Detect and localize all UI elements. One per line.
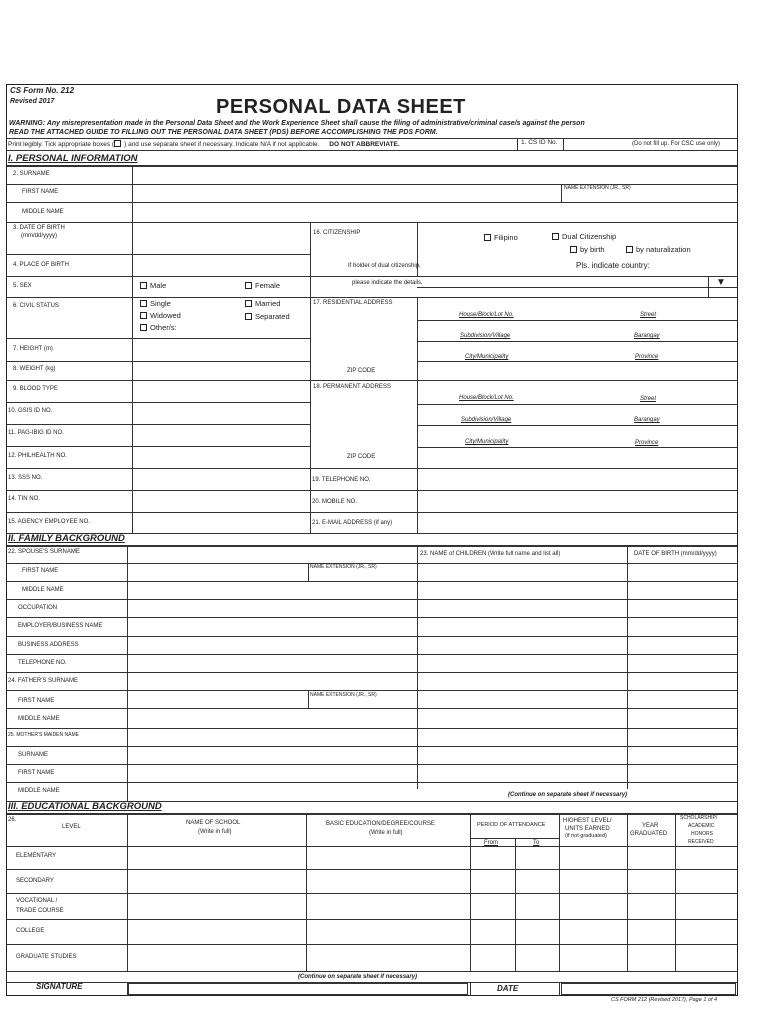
citizenship-dual[interactable] [552,233,616,241]
school-header: NAME OF SCHOOL [186,820,241,826]
place-of-birth-label: 4. PLACE OF BIRTH [13,262,69,268]
surname-label: 2. SURNAME [13,171,50,177]
section-family-background: II. FAMILY BACKGROUND [8,533,125,544]
civil-single[interactable] [140,300,171,308]
divider [7,202,737,203]
section-personal-information: I. PERSONAL INFORMATION [8,153,138,164]
checkbox-icon[interactable] [245,300,252,307]
civil-married[interactable] [245,300,280,308]
father-surname-label: 24. FATHER'S SURNAME [8,678,79,684]
dual-note-a: If holder of dual citizenship, [348,263,421,269]
res-barangay: Barangay [634,333,660,339]
mobile-label: 20. MOBILE NO. [312,499,358,505]
perm-barangay: Barangay [634,417,660,423]
divider [563,138,564,150]
from-header: From [484,840,498,846]
divider [7,581,737,582]
spouse-surname-label: 22. SPOUSE'S SURNAME [8,549,80,555]
divider [417,361,737,362]
divider [7,490,737,491]
level-college: COLLEGE [16,928,45,934]
divider [7,636,737,637]
checkbox-icon[interactable] [245,282,252,289]
perm-province: Province [635,440,659,446]
instructions-part-b: ) and use separate sheet if necessary. Indicate N/A if not applicable. [124,141,320,148]
scholarship-header: SCHOLARSHIP/ [680,815,718,821]
divider [7,919,737,920]
divider [132,165,133,533]
instructions-line [8,140,400,149]
widowed-label: Widowed [150,311,181,320]
level-elementary: ELEMENTARY [16,853,57,859]
level-vocational: VOCATIONAL / [16,898,58,904]
mother-maiden-label: 25. MOTHER'S MAIDEN NAME [8,732,79,738]
to-header: To [533,840,540,846]
divider [127,545,128,801]
section-educational-background: III. EDUCATIONAL BACKGROUND [8,801,162,812]
middle-name-label: MIDDLE NAME [22,209,64,215]
divider [7,380,737,381]
period-header: PERIOD OF ATTENDANCE [477,822,546,828]
res-street: Street [640,312,657,318]
divider [708,276,709,297]
not-graduated-header: (if not graduated) [565,833,607,839]
divider [7,764,737,765]
pagibig-label: 11. PAG-IBIG ID NO. [8,430,64,436]
business-address-label: BUSINESS ADDRESS [18,642,79,648]
civil-status-label: 6. CIVIL STATUS [13,303,59,309]
father-name-extension-label: NAME EXTENSION (JR., SR) [310,692,377,698]
by-naturalization-label: by naturalization [636,245,691,254]
honors-header: HONORS [691,831,713,837]
divider [675,813,676,971]
checkbox-icon[interactable] [140,312,147,319]
perm-city: City/Municipality [465,439,509,445]
do-not-abbreviate: DO NOT ABBREVIATE. [329,141,400,148]
divider [417,287,737,288]
graduated-header: GRADUATED [630,831,668,837]
divider [7,138,737,139]
warning-text: WARNING: Any misrepresentation made in the Personal Data Sheet and the Work Experience Sheet shall cause the filing of administrative/criminal case/s against the person [9,120,585,127]
weight-label: 8. WEIGHT (kg) [13,366,56,372]
divider [7,254,310,255]
divider [7,782,737,783]
perm-street: Street [640,396,657,402]
level-graduate-studies: GRADUATE STUDIES [16,954,77,960]
divider [561,184,562,202]
revised-date: Revised 2017 [10,98,55,105]
caret-down-icon[interactable]: ▼ [716,277,726,288]
res-zip-code-label: ZIP CODE [347,368,376,374]
education-number: 26. [8,817,17,823]
dual-by-naturalization[interactable] [626,246,691,254]
divider [127,813,128,971]
civil-separated[interactable] [245,313,290,321]
res-province: Province [635,354,659,360]
checkbox-icon[interactable] [140,282,147,289]
divider [310,222,311,533]
tin-label: 14. TIN NO. [8,496,40,502]
residential-address-label: 17. RESIDENTIAL ADDRESS [313,300,393,306]
gsis-label: 10. GSIS ID NO. [8,408,53,414]
divider [7,424,310,425]
dual-citizenship-label: Dual Citizenship [562,232,617,241]
divider [627,813,628,971]
mother-middle-name-label: MIDDLE NAME [18,788,60,794]
csc-use-note: (Do not fill up. For CSC use only) [632,141,721,147]
perm-zip-code-label: ZIP CODE [347,454,376,460]
instructions-part-a: Print legibly. Tick appropriate boxes ( [8,141,115,148]
received-header: RECEIVED [688,839,714,845]
dob-label: 3. DATE OF BIRTH [13,225,65,231]
divider [470,838,559,839]
divider [417,404,737,405]
divider [417,341,737,342]
signature-label: SIGNATURE [36,982,83,991]
divider [7,846,737,847]
filipino-label: Filipino [494,233,518,242]
level-trade-course: TRADE COURSE [16,908,64,914]
spouse-name-extension-label: NAME EXTENSION (JR., SR) [310,564,377,570]
divider [7,468,737,469]
mother-surname-label: SURNAME [18,752,49,758]
father-first-name-label: FIRST NAME [18,698,55,704]
male-label: Male [150,281,167,290]
divider [7,617,737,618]
course-header-sub: (Write in full) [369,830,403,836]
married-label: Married [255,299,281,308]
divider [517,138,518,150]
divider [470,982,471,996]
highest-level-header: HIGHEST LEVEL/ [563,818,612,824]
single-label: Single [150,299,171,308]
divider [7,944,737,945]
signature-field[interactable] [128,983,468,995]
children-dob-header: DATE OF BIRTH (mm/dd/yyyy) [634,551,717,557]
divider [7,165,737,167]
divider [7,654,737,655]
read-guide-text: READ THE ATTACHED GUIDE TO FILLING OUT THE PERSONAL DATA SHEET (PDS) BEFORE ACCOMPLISHING THE PDS FORM. [9,129,438,136]
divider [559,813,560,971]
family-continue-note: (Continue on separate sheet if necessary) [508,792,628,798]
divider [7,599,737,600]
blood-type-label: 9. BLOOD TYPE [13,386,58,392]
permanent-address-label: 18. PERMANENT ADDRESS [313,384,391,390]
checkbox-icon[interactable] [140,300,147,307]
divider [417,447,737,448]
divider [7,338,310,339]
divider [417,425,737,426]
divider [7,446,310,447]
checkbox-icon[interactable] [570,246,577,253]
divider [7,690,737,691]
dual-note-b: please indicate the details. [352,280,423,286]
children-header: 23. NAME of CHILDREN (Write full name and list all) [420,551,561,557]
school-header-sub: (Write in full) [198,829,232,835]
divider [7,869,737,870]
checkbox-icon[interactable] [484,234,491,241]
divider [470,813,471,971]
checkbox-icon[interactable] [552,233,559,240]
checkbox-icon[interactable] [626,246,633,253]
res-city: City/Municipality [465,354,509,360]
sex-label: 5. SEX [13,283,32,289]
divider [417,320,737,321]
res-house-block: House/Block/Lot No. [459,312,514,318]
level-secondary: SECONDARY [16,878,54,884]
level-header: LEVEL [62,824,81,830]
telephone-label: 19. TELEPHONE NO. [312,477,371,483]
divider [308,563,309,581]
divider [515,838,516,971]
date-label: DATE [497,984,519,993]
divider [7,512,737,513]
mother-first-name-label: FIRST NAME [18,770,55,776]
page-info: CS FORM 212 (Revised 2017), Page 1 of 4 [611,997,718,1003]
spouse-first-name-label: FIRST NAME [22,568,59,574]
separated-label: Separated [255,312,290,321]
divider [7,150,737,151]
divider [7,971,737,972]
dual-by-birth[interactable] [570,246,605,254]
divider [306,813,307,971]
res-subdivision: Subdivision/Village [460,333,511,339]
divider [7,746,737,747]
divider [7,222,737,223]
divider [559,982,560,996]
perm-house-block: House/Block/Lot No. [459,395,514,401]
checkbox-icon[interactable] [140,324,147,331]
checkbox-icon[interactable] [245,313,252,320]
female-label: Female [255,281,281,290]
cs-id-label: 1. CS ID No. [521,139,558,146]
dob-format-label: (mm/dd/yyyy) [21,233,57,239]
divider [7,402,310,403]
divider [7,361,310,362]
by-birth-label: by birth [580,245,605,254]
agency-employee-label: 15. AGENCY EMPLOYEE NO. [8,519,90,525]
name-extension-label: NAME EXTENSION (JR., SR) [564,185,631,191]
sss-label: 13. SSS NO. [8,475,43,481]
height-label: 7. HEIGHT (m) [13,346,53,352]
divider [7,276,737,277]
divider [7,893,737,894]
citizenship-filipino[interactable] [484,234,518,242]
first-name-label: FIRST NAME [22,189,59,195]
education-continue-note: (Continue on separate sheet if necessary) [298,974,418,980]
father-middle-name-label: MIDDLE NAME [18,716,60,722]
philhealth-label: 12. PHILHEALTH NO. [8,453,67,459]
others-label: Other/s: [150,323,177,332]
units-earned-header: UNITS EARNED [565,826,610,832]
course-header: BASIC EDUCATION/DEGREE/COURSE [326,821,435,827]
divider [7,297,737,298]
indicate-country-label: Pls. indicate country: [576,261,650,270]
page-title: PERSONAL DATA SHEET [216,96,466,118]
perm-subdivision: Subdivision/Village [461,417,512,423]
divider [308,690,309,708]
form-number: CS Form No. 212 [10,86,75,95]
occupation-label: OCCUPATION [18,605,58,611]
divider [417,297,418,533]
checkbox-icon [114,140,121,147]
email-label: 21. E-MAIL ADDRESS (if any) [312,520,393,526]
year-header: YEAR [642,823,659,829]
divider [7,672,737,673]
employer-label: EMPLOYER/BUSINESS NAME [18,623,103,629]
spouse-telephone-label: TELEPHONE NO. [18,660,67,666]
date-field[interactable] [561,983,736,995]
civil-others[interactable] [140,324,177,332]
academic-header: ACADEMIC [688,823,715,829]
sex-male[interactable] [140,282,166,290]
spouse-middle-name-label: MIDDLE NAME [22,587,64,593]
divider [7,728,737,729]
civil-widowed[interactable] [140,312,181,320]
divider [7,708,737,709]
citizenship-label: 16. CITIZENSHIP [313,230,361,236]
sex-female[interactable] [245,282,280,290]
